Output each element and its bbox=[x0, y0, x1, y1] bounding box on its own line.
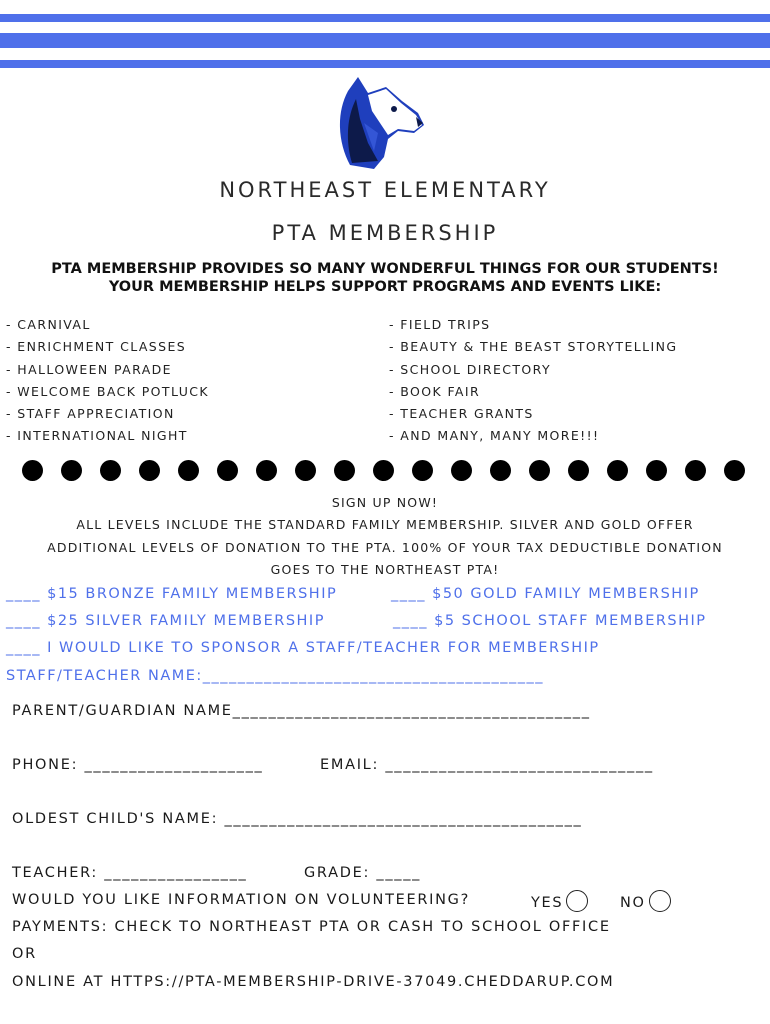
staff-membership-option[interactable]: ____ $5 SCHOOL STAFF MEMBERSHIP bbox=[393, 613, 707, 629]
divider-dot bbox=[295, 460, 316, 481]
payments-text: PAYMENTS: CHECK TO NORTHEAST PTA OR CASH TO SCHOOL OFFICE bbox=[12, 919, 611, 935]
or-text: OR bbox=[12, 946, 37, 962]
gold-membership-option[interactable]: ____ $50 GOLD FAMILY MEMBERSHIP bbox=[391, 586, 700, 602]
divider-dot bbox=[646, 460, 667, 481]
divider-dot bbox=[100, 460, 121, 481]
signup-line-1: ALL LEVELS INCLUDE THE STANDARD FAMILY MEMBERSHIP. SILVER AND GOLD OFFER bbox=[76, 517, 694, 532]
divider-dot bbox=[607, 460, 628, 481]
list-item: - FIELD TRIPS bbox=[389, 317, 491, 332]
divider-dot bbox=[490, 460, 511, 481]
no-radio-circle[interactable] bbox=[649, 890, 671, 912]
list-item: - TEACHER GRANTS bbox=[389, 406, 534, 422]
online-payment-link[interactable]: ONLINE AT HTTPS://PTA-MEMBERSHIP-DRIVE-37049.CHEDDARUP.COM bbox=[12, 974, 615, 990]
divider-dot bbox=[685, 460, 706, 481]
divider-dot bbox=[412, 460, 433, 481]
list-item: - SCHOOL DIRECTORY bbox=[389, 361, 551, 377]
divider-dot bbox=[373, 460, 394, 481]
list-item: - ENRICHMENT CLASSES bbox=[6, 339, 187, 355]
list-item: - WELCOME BACK POTLUCK bbox=[6, 383, 209, 399]
volunteer-yes-option[interactable] bbox=[531, 892, 588, 914]
list-item: - BEAUTY & THE BEAST STORYTELLING bbox=[389, 339, 678, 355]
divider-dot bbox=[61, 460, 82, 481]
divider-dot bbox=[22, 460, 43, 481]
list-item: - STAFF APPRECIATION bbox=[6, 406, 175, 422]
list-item: - BOOK FAIR bbox=[389, 383, 481, 399]
divider-dot bbox=[568, 460, 589, 481]
dot-divider bbox=[22, 460, 748, 482]
parent-guardian-name-field[interactable]: PARENT/GUARDIAN NAME________________________________________ bbox=[12, 703, 591, 719]
list-item: - INTERNATIONAL NIGHT bbox=[6, 428, 188, 444]
sponsor-staff-option[interactable]: ____ I WOULD LIKE TO SPONSOR A STAFF/TEACHER FOR MEMBERSHIP bbox=[6, 640, 600, 656]
divider-dot bbox=[451, 460, 472, 481]
staff-teacher-name-field[interactable]: STAFF/TEACHER NAME:_______________________________________ bbox=[6, 668, 545, 684]
signup-line-3: GOES TO THE NORTHEAST PTA! bbox=[270, 562, 500, 577]
divider-dot bbox=[217, 460, 238, 481]
yes-radio-circle[interactable] bbox=[566, 890, 588, 912]
top-stripe-2 bbox=[0, 33, 770, 48]
volunteer-yes-label: YES bbox=[531, 895, 564, 911]
divider-dot bbox=[256, 460, 277, 481]
top-stripe-1 bbox=[0, 14, 770, 22]
list-item: - AND MANY, MANY MORE!!! bbox=[389, 428, 600, 444]
signup-heading: SIGN UP NOW! bbox=[331, 495, 439, 510]
divider-dot bbox=[334, 460, 355, 481]
oldest-child-name-field[interactable]: OLDEST CHILD'S NAME: ________________________________________ bbox=[12, 811, 583, 827]
divider-dot bbox=[139, 460, 160, 481]
email-field[interactable]: EMAIL: ______________________________ bbox=[320, 757, 654, 773]
programs-right-list bbox=[389, 314, 677, 448]
phone-field[interactable]: PHONE: ____________________ bbox=[12, 757, 264, 773]
headline-line-2: YOUR MEMBERSHIP HELPS SUPPORT PROGRAMS AND EVENTS LIKE: bbox=[108, 279, 662, 295]
volunteer-question: WOULD YOU LIKE INFORMATION ON VOLUNTEERING? bbox=[12, 892, 470, 908]
husky-mascot-icon bbox=[328, 73, 428, 173]
silver-membership-option[interactable]: ____ $25 SILVER FAMILY MEMBERSHIP bbox=[6, 613, 325, 629]
form-title: PTA MEMBERSHIP bbox=[271, 221, 499, 245]
teacher-field[interactable]: TEACHER: ________________ bbox=[12, 865, 248, 881]
list-item: - CARNIVAL bbox=[6, 317, 91, 332]
grade-field[interactable]: GRADE: _____ bbox=[304, 865, 422, 881]
headline-line-1: PTA MEMBERSHIP PROVIDES SO MANY WONDERFUL THINGS FOR OUR STUDENTS! bbox=[51, 261, 719, 277]
programs-left-list bbox=[6, 314, 209, 448]
volunteer-no-option[interactable] bbox=[620, 892, 671, 914]
school-name: NORTHEAST ELEMENTARY bbox=[219, 178, 551, 202]
signup-line-2: ADDITIONAL LEVELS OF DONATION TO THE PTA. 100% OF YOUR TAX DEDUCTIBLE DONATION bbox=[47, 540, 723, 555]
top-stripe-3 bbox=[0, 60, 770, 68]
list-item: - HALLOWEEN PARADE bbox=[6, 361, 172, 377]
divider-dot bbox=[178, 460, 199, 481]
divider-dot bbox=[529, 460, 550, 481]
volunteer-no-label: NO bbox=[620, 895, 646, 911]
divider-dot bbox=[724, 460, 745, 481]
bronze-membership-option[interactable]: ____ $15 BRONZE FAMILY MEMBERSHIP bbox=[6, 586, 338, 602]
